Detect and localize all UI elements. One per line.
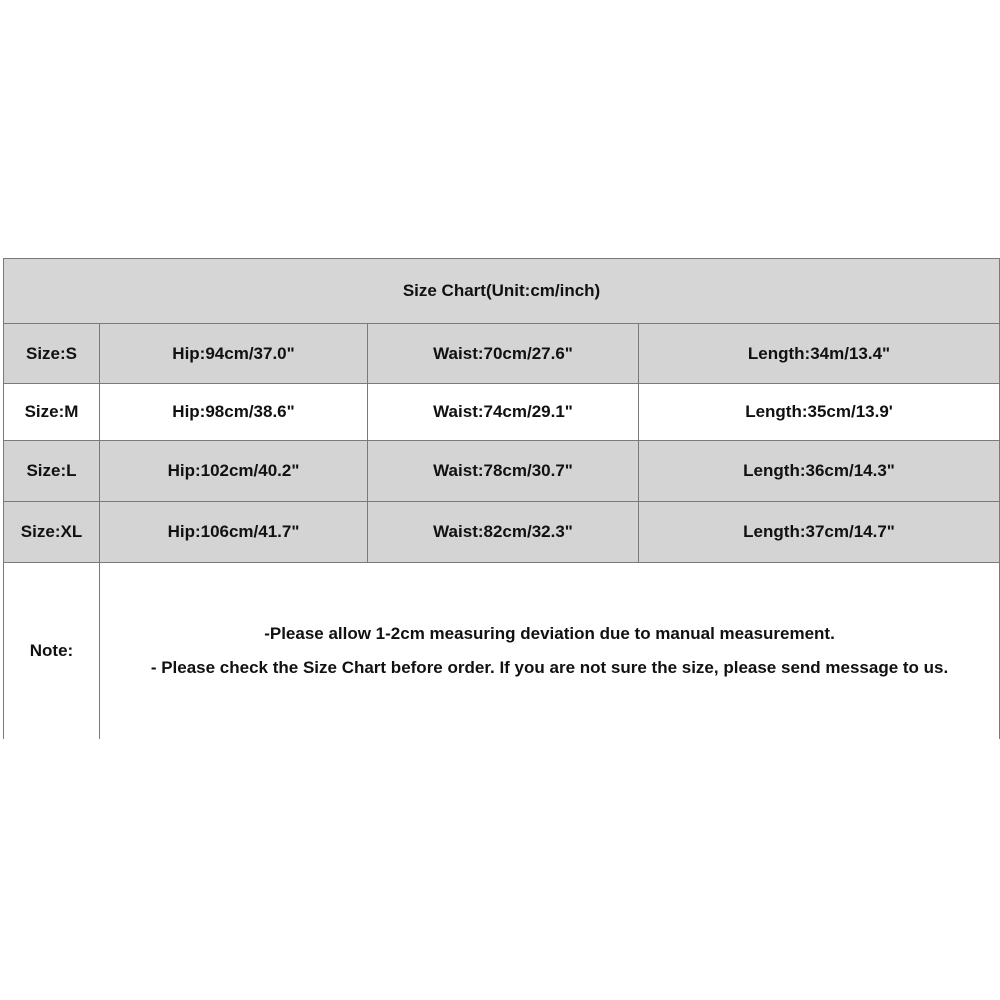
length-measurement: Length:34m/13.4" bbox=[639, 324, 1000, 384]
note-row bbox=[4, 563, 1000, 740]
waist-measurement: Waist:82cm/32.3" bbox=[368, 502, 639, 563]
size-chart-table bbox=[3, 258, 1000, 739]
size-chart-title-row bbox=[4, 259, 1000, 324]
size-label: Size:M bbox=[4, 384, 100, 441]
note-line: - Please check the Size Chart before order. If you are not sure the size, please send message to us. bbox=[150, 658, 949, 677]
size-label: Size:S bbox=[4, 324, 100, 384]
length-measurement: Length:37cm/14.7" bbox=[639, 502, 1000, 563]
waist-measurement: Waist:78cm/30.7" bbox=[368, 441, 639, 502]
hip-measurement: Hip:94cm/37.0" bbox=[100, 324, 368, 384]
hip-measurement: Hip:98cm/38.6" bbox=[100, 384, 368, 441]
size-label: Size:L bbox=[4, 441, 100, 502]
hip-measurement: Hip:102cm/40.2" bbox=[100, 441, 368, 502]
hip-measurement: Hip:106cm/41.7" bbox=[100, 502, 368, 563]
table-row bbox=[4, 324, 1000, 384]
note-content bbox=[100, 563, 1000, 740]
table-row bbox=[4, 502, 1000, 563]
size-label: Size:XL bbox=[4, 502, 100, 563]
table-row bbox=[4, 384, 1000, 441]
length-measurement: Length:35cm/13.9' bbox=[639, 384, 1000, 441]
note-label: Note: bbox=[4, 563, 100, 740]
size-chart-title: Size Chart(Unit:cm/inch) bbox=[4, 259, 1000, 324]
waist-measurement: Waist:70cm/27.6" bbox=[368, 324, 639, 384]
note-line: -Please allow 1-2cm measuring deviation due to manual measurement. bbox=[264, 624, 835, 643]
table-row bbox=[4, 441, 1000, 502]
length-measurement: Length:36cm/14.3" bbox=[639, 441, 1000, 502]
waist-measurement: Waist:74cm/29.1" bbox=[368, 384, 639, 441]
